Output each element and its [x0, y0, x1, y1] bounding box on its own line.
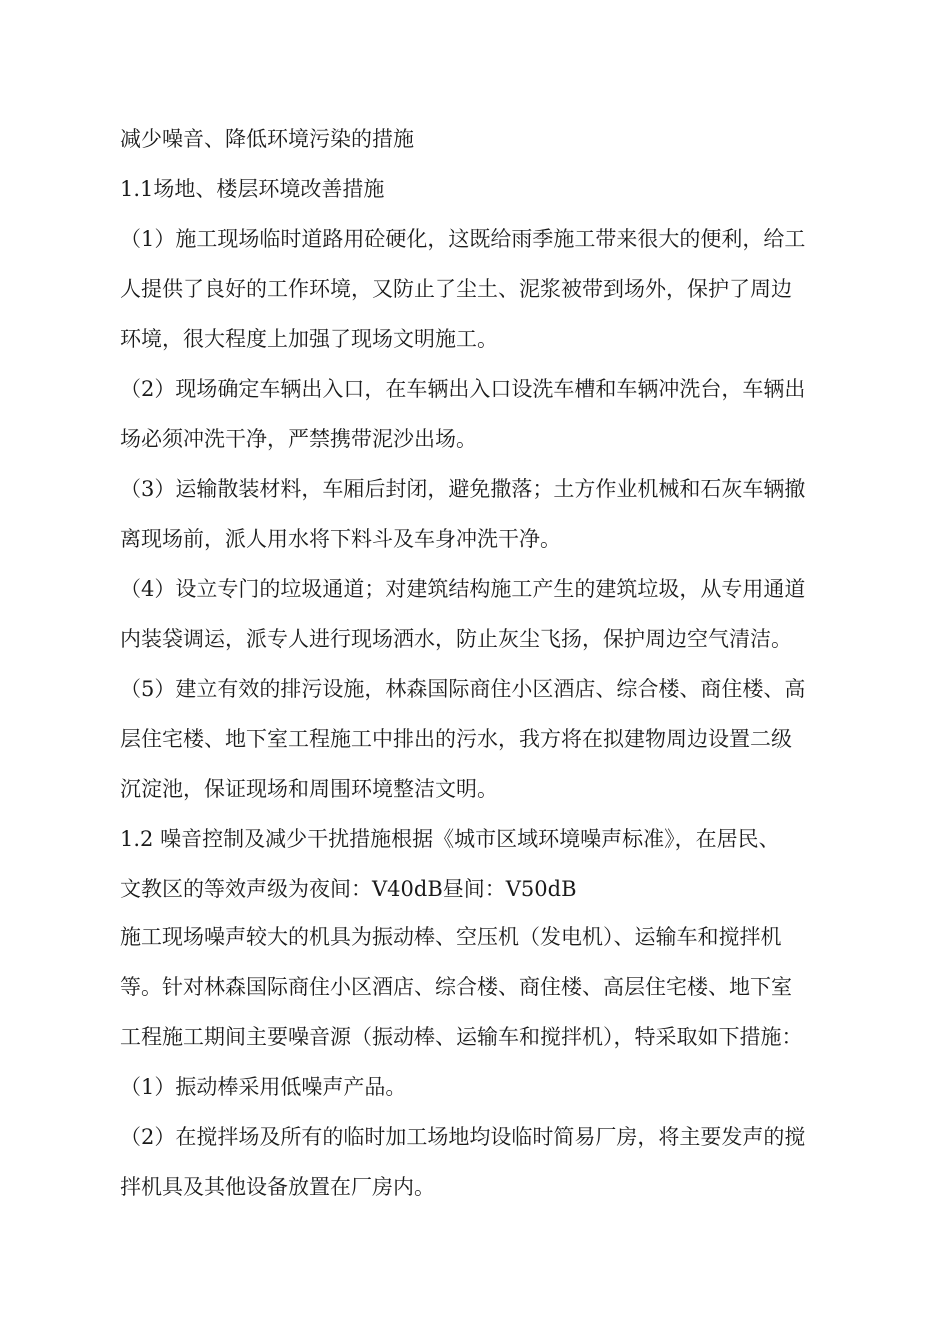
paragraph-line: 文教区的等效声级为夜间：V40dB昼间：V50dB: [120, 877, 577, 901]
paragraph-line: （2）在搅拌场及所有的临时加工场地均设临时简易厂房，将主要发声的搅: [120, 1125, 806, 1149]
paragraph-line: （1）施工现场临时道路用砼硬化，这既给雨季施工带来很大的便利，给工: [120, 227, 806, 251]
subsection-heading-1-2: 1.2 噪音控制及减少干扰措施根据《城市区域环境噪声标准》，在居民、: [120, 827, 780, 851]
paragraph-line: （1）振动棒采用低噪声产品。: [120, 1075, 407, 1099]
paragraph-line: （5）建立有效的排污设施，林森国际商住小区酒店、综合楼、商住楼、高: [120, 677, 806, 701]
paragraph-line: 施工现场噪声较大的机具为振动棒、空压机（发电机）、运输车和搅拌机: [120, 925, 782, 949]
subsection-heading-1-1: 1.1场地、楼层环境改善措施: [120, 177, 385, 201]
paragraph-line: 环境，很大程度上加强了现场文明施工。: [120, 327, 498, 351]
paragraph-line: 等。针对林森国际商住小区酒店、综合楼、商住楼、高层住宅楼、地下室: [120, 975, 792, 999]
paragraph-line: 拌机具及其他设备放置在厂房内。: [120, 1175, 435, 1199]
paragraph-line: 人提供了良好的工作环境，又防止了尘土、泥浆被带到场外，保护了周边: [120, 277, 792, 301]
paragraph-line: 工程施工期间主要噪音源（振动棒、运输车和搅拌机），特采取如下措施：: [120, 1025, 803, 1049]
paragraph-line: 场必须冲洗干净，严禁携带泥沙出场。: [120, 427, 477, 451]
paragraph-line: 沉淀池，保证现场和周围环境整洁文明。: [120, 777, 498, 801]
section-title: 减少噪音、降低环境污染的措施: [120, 127, 414, 151]
paragraph-line: 层住宅楼、地下室工程施工中排出的污水，我方将在拟建物周边设置二级: [120, 727, 792, 751]
paragraph-line: （2）现场确定车辆出入口，在车辆出入口设洗车槽和车辆冲洗台，车辆出: [120, 377, 806, 401]
paragraph-line: （3）运输散装材料，车厢后封闭，避免撒落；土方作业机械和石灰车辆撤: [120, 477, 806, 501]
paragraph-line: 离现场前，派人用水将下料斗及车身冲洗干净。: [120, 527, 561, 551]
paragraph-line: （4）设立专门的垃圾通道；对建筑结构施工产生的建筑垃圾，从专用通道: [120, 577, 806, 601]
paragraph-line: 内装袋调运，派专人进行现场洒水，防止灰尘飞扬，保护周边空气清洁。: [120, 627, 792, 651]
